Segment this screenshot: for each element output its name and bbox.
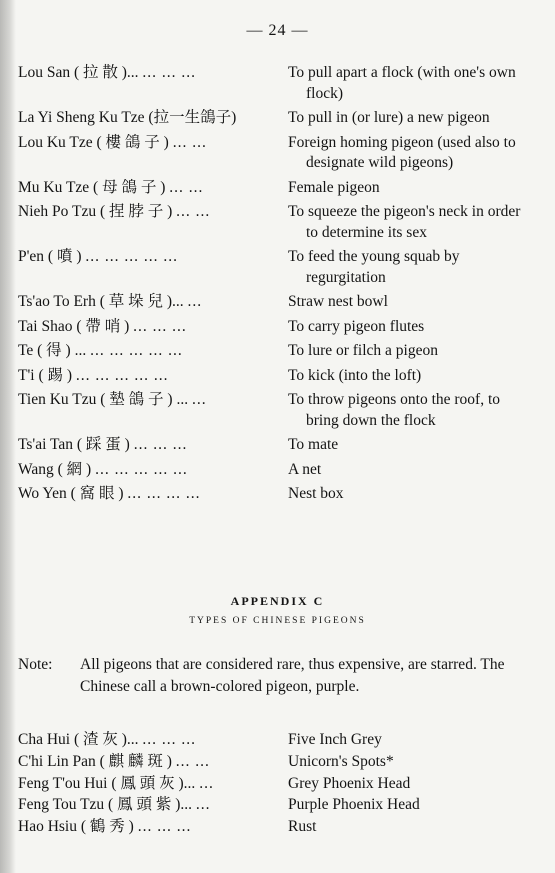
entry-meaning: Purple Phoenix Head: [288, 796, 420, 814]
entry-term: [18, 292, 286, 313]
entry-term-text: Wo Yen ( 窩 眼 ): [18, 485, 124, 502]
entry-meaning: To pull in (or lure) a new pigeon: [288, 109, 490, 126]
pigeon-type-entry: [18, 773, 530, 795]
entry-meaning: To feed the young squab by regurgitation: [288, 248, 460, 286]
glossary-entry: [18, 247, 530, 288]
pigeon-types-list: [18, 729, 530, 838]
glossary-entry: [18, 390, 530, 431]
glossary-entry: [18, 435, 530, 456]
entry-term-text: Ts'ao To Erh ( 草 垛 兒 )...: [18, 293, 184, 310]
entry-leader-dots: ... ... ...: [142, 64, 197, 81]
entry-term-text: Cha Hui ( 渣 灰 )...: [18, 731, 139, 748]
entry-term: [18, 178, 286, 199]
entry-term-text: Wang ( 網 ): [18, 460, 92, 478]
entry-term: [18, 794, 286, 816]
entry-leader-dots: ... ... ...: [137, 818, 192, 836]
entry-meaning: To throw pigeons onto the roof, to bring down the flock: [288, 391, 501, 429]
entry-leader-dots: ...: [187, 293, 203, 310]
entry-term-text: T'i ( 踢 ): [18, 366, 73, 384]
entry-meaning: A net: [288, 460, 322, 478]
entry-term-text: Feng Tou Tzu ( 鳳 頭 紫 )...: [18, 796, 192, 814]
entry-leader-dots: ... ... ...: [133, 436, 188, 453]
entry-term-text: Ts'ai Tan ( 踩 蛋 ): [18, 436, 130, 453]
glossary-list: [18, 63, 530, 505]
entry-meaning: Five Inch Grey: [288, 731, 382, 748]
glossary-entry: [18, 366, 530, 387]
entry-term-text: Mu Ku Tze ( 母 鴿 子 ): [18, 178, 166, 196]
entry-term: [18, 390, 286, 411]
entry-leader-dots: ...: [191, 391, 207, 408]
entry-term: [18, 773, 286, 795]
entry-term: [18, 729, 286, 751]
entry-term: [18, 341, 286, 362]
glossary-entry: [18, 317, 530, 338]
entry-meaning: To kick (into the loft): [288, 366, 422, 384]
entry-term-text: Tai Shao ( 帶 哨 ): [18, 317, 130, 335]
entry-leader-dots: ...: [199, 774, 214, 792]
appendix-subheading: TYPES OF CHINESE PIGEONS: [189, 616, 366, 626]
entry-term-text: Nieh Po Tzu ( 捏 脖 子 ): [18, 203, 173, 220]
book-spine-shadow: [0, 0, 16, 873]
note-label: Note:: [18, 656, 53, 673]
entry-meaning: Rust: [288, 818, 317, 836]
pigeon-type-entry: [18, 751, 530, 773]
entry-leader-dots: ... ...: [172, 133, 207, 151]
entry-leader-dots: ... ... ... ... ...: [75, 366, 169, 384]
pigeon-type-entry: [18, 816, 530, 838]
entry-leader-dots: ... ... ... ... ...: [95, 460, 188, 478]
entry-meaning: Straw nest bowl: [288, 293, 388, 310]
pigeon-type-entry: [18, 794, 530, 816]
entry-term: [18, 751, 286, 773]
entry-term: [18, 366, 286, 387]
entry-meaning: To lure or filch a pigeon: [288, 342, 438, 359]
entry-leader-dots: ... ...: [169, 178, 204, 196]
entry-term: [18, 816, 286, 838]
entry-leader-dots: ... ... ... ...: [127, 485, 201, 502]
glossary-entry: [18, 202, 530, 243]
entry-term: [18, 202, 286, 223]
entry-term-text: Te ( 得 ) ...: [18, 342, 87, 359]
entry-term: [18, 63, 286, 84]
entry-term-text: Hao Hsiu ( 鶴 秀 ): [18, 818, 134, 836]
entry-meaning: To mate: [288, 436, 339, 453]
entry-term-text: Lou Ku Tze ( 樓 鴿 子 ): [18, 133, 169, 151]
entry-leader-dots: ... ... ...: [142, 731, 197, 748]
entry-meaning: To carry pigeon flutes: [288, 317, 425, 335]
note-text: All pigeons that are considered rare, thus expensive, are starred. The Chinese call a brown-colored pigeon, purple.: [80, 656, 505, 695]
entry-term: [18, 317, 286, 338]
entry-term-text: C'hi Lin Pan ( 麒 麟 斑 ): [18, 752, 172, 770]
entry-leader-dots: ... ... ... ... ...: [90, 342, 183, 359]
page-number: — 24 —: [246, 22, 309, 39]
entry-term-text: Tien Ku Tzu ( 墊 鴿 子 ) ...: [18, 391, 189, 408]
entry-meaning: To pull apart a flock (with one's own flock): [288, 64, 516, 102]
entry-term: [18, 133, 286, 154]
entry-leader-dots: ... ...: [175, 752, 210, 770]
entry-meaning: Foreign homing pigeon (used also to designate wild pigeons): [288, 133, 516, 171]
entry-term: [18, 460, 286, 481]
entry-leader-dots: ...: [195, 796, 211, 814]
glossary-entry: [18, 292, 530, 313]
entry-meaning: Nest box: [288, 485, 344, 502]
glossary-entry: [18, 484, 530, 505]
entry-term-text: P'en ( 噴 ): [18, 248, 82, 265]
entry-meaning: To squeeze the pigeon's neck in order to determine its sex: [288, 203, 521, 241]
entry-term: [18, 435, 286, 456]
entry-leader-dots: ... ...: [176, 203, 211, 220]
glossary-entry: [18, 341, 530, 362]
entry-meaning: Female pigeon: [288, 178, 380, 196]
pigeon-type-entry: [18, 729, 530, 751]
entry-term-text: La Yi Sheng Ku Tze (拉一生鴿子): [18, 109, 237, 126]
entry-term: [18, 247, 286, 268]
entry-term: [18, 484, 286, 505]
glossary-entry: [18, 133, 530, 174]
entry-term-text: Lou San ( 拉 散 )...: [18, 64, 139, 81]
appendix-heading: APPENDIX C: [230, 594, 325, 608]
glossary-entry: [18, 460, 530, 481]
glossary-entry: [18, 108, 530, 129]
entry-leader-dots: ... ... ...: [133, 317, 187, 335]
entry-leader-dots: ... ... ... ... ...: [85, 248, 178, 265]
entry-meaning: Grey Phoenix Head: [288, 774, 411, 792]
appendix-note: [18, 654, 528, 697]
glossary-entry: [18, 63, 530, 104]
entry-term: [18, 108, 286, 129]
glossary-entry: [18, 178, 530, 199]
entry-term-text: Feng T'ou Hui ( 鳳 頭 灰 )...: [18, 774, 196, 792]
entry-meaning: Unicorn's Spots*: [288, 752, 394, 770]
